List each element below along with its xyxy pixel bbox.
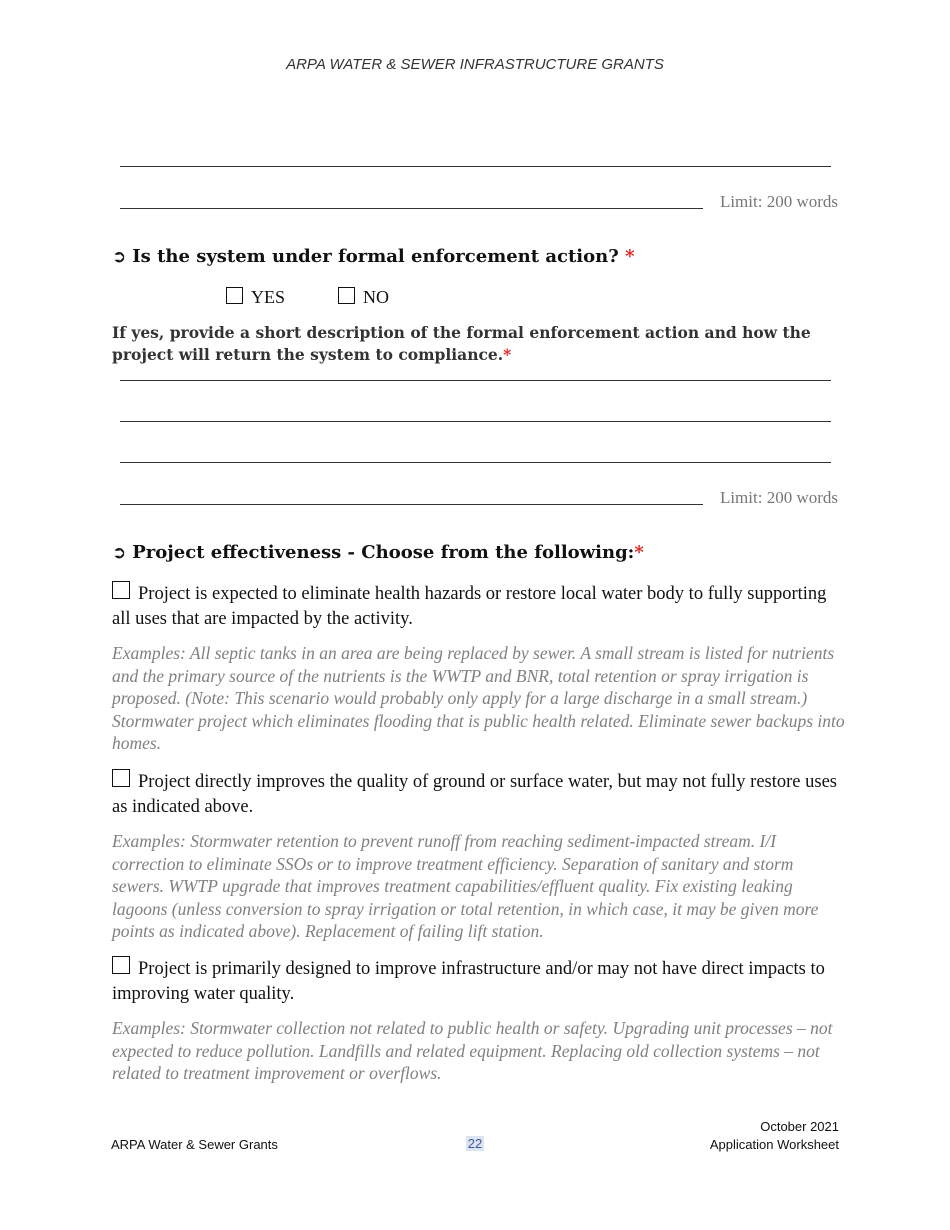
effectiveness-option-2[interactable] xyxy=(112,769,840,820)
footer-left: ARPA Water & Sewer Grants xyxy=(111,1137,278,1152)
footer-date: October 2021 xyxy=(760,1119,839,1134)
checkbox-icon[interactable] xyxy=(112,769,130,787)
yes-label: YES xyxy=(251,287,286,307)
option-label: Project directly improves the quality of ground or surface water, but may not fully restore uses as indicated above. xyxy=(112,772,837,817)
required-marker: * xyxy=(625,246,635,267)
answer-line[interactable] xyxy=(120,504,703,505)
option-examples: Examples: All septic tanks in an area are being replaced by sewer. A small stream is listed for nutrients and the primary source of the nutrients is the WWTP and BNR, total retention or spray irrigation is proposed. (Note: This scenario would probably only apply for a large discharge in a small stream.) Stormwater project which eliminates flooding that is public health related. Eliminate sewer backups into homes. xyxy=(112,643,845,753)
no-label: NO xyxy=(363,287,389,307)
word-limit: Limit: 200 words xyxy=(719,192,838,211)
answer-line[interactable] xyxy=(120,208,703,209)
answer-line[interactable] xyxy=(120,462,831,463)
answer-line[interactable] xyxy=(120,166,831,167)
checkbox-icon[interactable] xyxy=(338,287,355,304)
checkbox-icon[interactable] xyxy=(112,956,130,974)
arrow-bullet-icon: ➲ xyxy=(112,247,127,267)
yes-option[interactable] xyxy=(226,287,285,308)
word-limit: Limit: 200 words xyxy=(719,488,838,507)
option-label: Project is primarily designed to improve infrastructure and/or may not have direct impacts to improving water quality. xyxy=(112,959,825,1004)
option-label: Project is expected to eliminate health hazards or restore local water body to fully supporting all uses that are impacted by the activity. xyxy=(112,584,827,629)
effectiveness-question xyxy=(112,542,644,563)
option-examples: Examples: Stormwater collection not related to public health or safety. Upgrading unit processes – not expected to reduce pollution. Landfills and related equipment. Replacing old collection systems – not related to treatment improvement or overflows. xyxy=(112,1018,833,1083)
answer-line[interactable] xyxy=(120,380,831,381)
prompt-text: If yes, provide a short description of the formal enforcement action and how the project will return the system to compliance. xyxy=(112,323,811,364)
page-number: 22 xyxy=(467,1136,483,1151)
required-marker: * xyxy=(634,542,644,563)
checkbox-icon[interactable] xyxy=(112,581,130,599)
arrow-bullet-icon: ➲ xyxy=(112,543,127,563)
option-examples: Examples: Stormwater retention to prevent runoff from reaching sediment-impacted stream. I/I correction to eliminate SSOs or to improve treatment efficiency. Separation of sanitary and storm sewers. WWTP upgrade that improves treatment capabilities/effluent quality. Fix existing leaking lagoons (unless conversion to spray irrigation or total retention, in which case, it may be given more points as indicated above). Replacement of failing lift station. xyxy=(112,831,819,941)
answer-line[interactable] xyxy=(120,421,831,422)
enforcement-question-text: Is the system under formal enforcement action? xyxy=(132,246,619,267)
effectiveness-question-text: Project effectiveness - Choose from the following: xyxy=(132,542,635,563)
page-header: ARPA WATER & SEWER INFRASTRUCTURE GRANTS xyxy=(286,56,664,73)
enforcement-question xyxy=(112,246,634,267)
no-option[interactable] xyxy=(338,287,389,308)
enforcement-description-prompt xyxy=(112,322,842,366)
required-marker: * xyxy=(503,345,512,364)
checkbox-icon[interactable] xyxy=(226,287,243,304)
footer-right: Application Worksheet xyxy=(709,1137,839,1152)
effectiveness-option-1[interactable] xyxy=(112,581,840,632)
effectiveness-option-3[interactable] xyxy=(112,956,840,1007)
